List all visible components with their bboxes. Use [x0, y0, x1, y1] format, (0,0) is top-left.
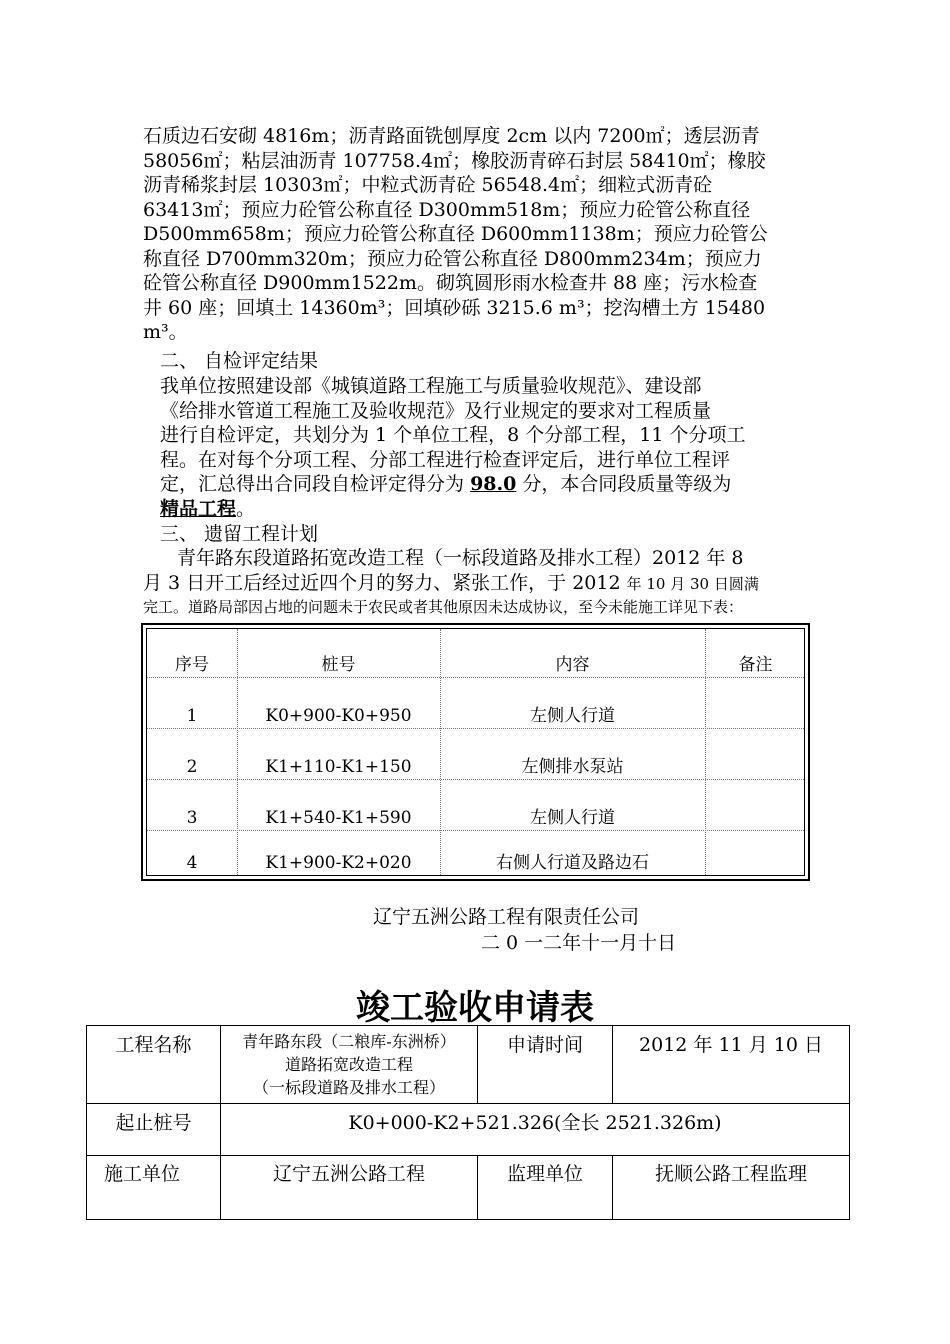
table-cell: 右侧人行道及路边石: [496, 853, 649, 873]
column-divider: [237, 629, 238, 875]
quality-grade: 精品工程: [160, 497, 237, 520]
project-name-label: 工程名称: [115, 1034, 192, 1056]
table-cell: K1+900-K2+020: [265, 853, 412, 873]
table-cell: 左侧人行道: [530, 808, 615, 828]
paragraph-line: [143, 571, 813, 597]
paragraph-line-part: 年 10 月 30 日圆满: [626, 574, 759, 593]
paragraph-line: 完工。道路局部因占地的问题未于农民或者其他原因未达成协议，至今未能施工详见下表：: [143, 598, 744, 616]
apply-time-label: 申请时间: [506, 1034, 583, 1056]
remaining-work-paragraph: [143, 546, 813, 618]
header-cell: 序号: [175, 655, 209, 675]
signature-company: 辽宁五洲公路工程有限责任公司: [373, 906, 640, 928]
project-name-line: 道路拓宽改造工程: [284, 1055, 413, 1074]
paragraph-line: [160, 472, 810, 497]
paragraph-line: 井 60 座；回填土 14360m³；回填砂砾 3215.6 m³；挖沟槽土方 15480: [143, 296, 766, 319]
paragraph-line: 《给排水管道工程施工及验收规范》及行业规定的要求对工程质量: [160, 399, 712, 422]
remaining-work-table: [141, 623, 810, 881]
score-suffix: 分，本合同段质量等级为: [522, 473, 732, 495]
header-cell: 备注: [738, 655, 773, 675]
form-title: 竣工验收申请表: [356, 988, 594, 1028]
paragraph-line: 沥青稀浆封层 10303㎡；中粒式沥青砼 56548.4㎡；细粒式沥青砼: [143, 174, 713, 196]
table-cell: 左侧人行道: [530, 706, 615, 726]
self-check-score: 98.0: [470, 473, 517, 495]
row-divider: [87, 1155, 849, 1156]
table-cell: [705, 830, 806, 875]
project-name-line: （一标段道路及排水工程）: [252, 1078, 445, 1097]
paragraph-line: 我单位按照建设部《城镇道路工程施工与质量验收规范》、建设部: [160, 375, 702, 397]
paragraph-line: 石质边石安砌 4816m；沥青路面铣刨厚度 2cm 以内 7200㎡；透层沥青: [143, 125, 760, 147]
signature-date: 二 0 一二年十一月十日: [481, 932, 677, 954]
quantities-paragraph: [143, 124, 813, 345]
table-cell: 4: [186, 853, 198, 873]
station-value: K0+000-K2+521.326(全长 2521.326m): [348, 1112, 722, 1134]
paragraph-line: 称直径 D700mm320m；预应力砼管公称直径 D800mm234m；预应力: [143, 247, 762, 270]
table-cell: [705, 677, 806, 728]
supervisor-label: 监理单位: [506, 1163, 583, 1185]
table-cell: K0+900-K0+950: [265, 706, 412, 726]
contractor-value: 辽宁五洲公路工程: [272, 1163, 425, 1185]
self-check-paragraph: [160, 374, 810, 521]
project-name-value: [221, 1030, 477, 1099]
row-divider: [87, 1103, 849, 1104]
table-cell: 1: [186, 706, 198, 726]
section-heading-remaining-work: 三、 遗留工程计划: [160, 523, 319, 545]
table-cell: 2: [186, 757, 198, 777]
table-cell: K1+110-K1+150: [265, 757, 412, 777]
header-cell: 内容: [555, 655, 590, 675]
paragraph-line: m³。: [143, 321, 188, 343]
acceptance-application-table: [86, 1025, 850, 1220]
station-label: 起止桩号: [115, 1112, 192, 1134]
grade-end: 。: [236, 497, 256, 520]
paragraph-line: 程。在对每个分项工程、分部工程进行检查评定后，进行单位工程评: [160, 448, 731, 471]
column-divider: [440, 629, 441, 875]
paragraph-line: 进行自检评定，共划分为 1 个单位工程，8 个分部工程，11 个分项工: [160, 424, 746, 446]
paragraph-line: [160, 497, 810, 522]
paragraph-line: 青年路东段道路拓宽改造工程（一标段道路及排水工程）2012 年 8: [177, 547, 744, 569]
paragraph-line: 58056㎡；粘层油沥青 107758.4㎡；橡胶沥青碎石封层 58410㎡；橡胶: [143, 149, 766, 172]
paragraph-line: D500mm658m；预应力砼管公称直径 D600mm1138m；预应力砼管公: [143, 223, 768, 245]
paragraph-line: 63413㎡；预应力砼管公称直径 D300mm518m；预应力砼管公称直径: [143, 198, 751, 221]
section-heading-self-check: 二、 自检评定结果: [160, 350, 319, 372]
table-cell: 3: [186, 808, 198, 828]
table-cell: 左侧排水泵站: [521, 757, 624, 777]
paragraph-line-part: 月 3 日开工后经过近四个月的努力、紧张工作，于 2012: [143, 571, 621, 594]
project-name-line: 青年路东段（二粮库-东洲桥）: [242, 1032, 456, 1051]
table-cell: [705, 779, 806, 830]
table-cell: [705, 728, 806, 779]
table-cell: K1+540-K1+590: [265, 808, 412, 828]
paragraph-line: 砼管公称直径 D900mm1522m。砌筑圆形雨水检查井 88 座；污水检查: [143, 272, 758, 294]
column-divider: [705, 629, 706, 875]
contractor-label: 施工单位: [103, 1163, 180, 1185]
apply-time-value: 2012 年 11 月 10 日: [639, 1034, 823, 1056]
score-prefix: 定，汇总得出合同段自检评定得分为: [160, 473, 465, 495]
supervisor-value: 抚顺公路工程监理: [654, 1163, 807, 1185]
header-cell: 桩号: [321, 655, 356, 675]
table-inner-frame: [146, 628, 805, 876]
